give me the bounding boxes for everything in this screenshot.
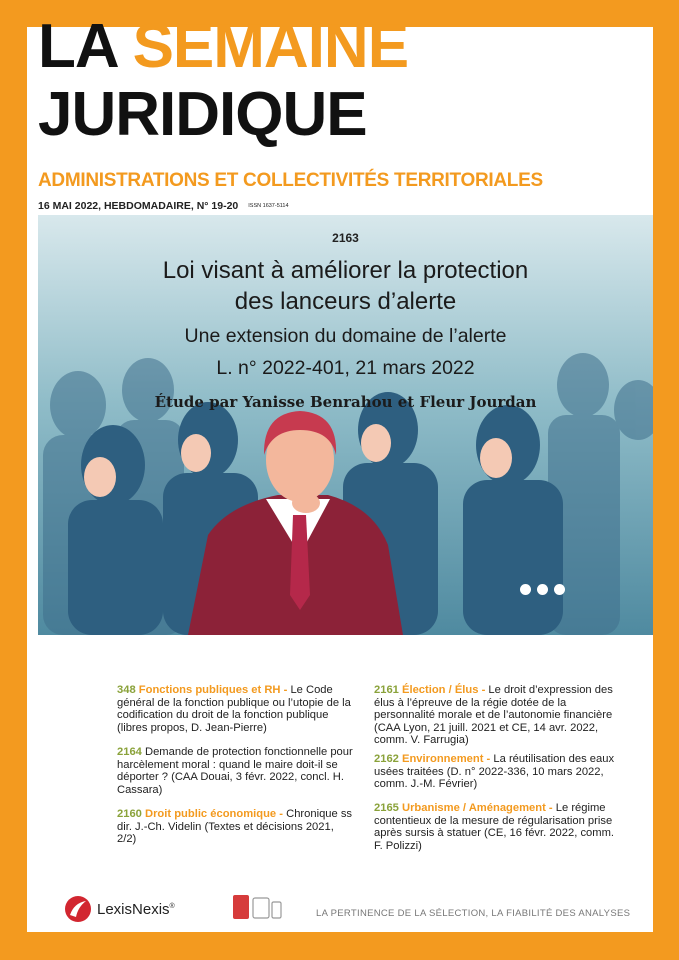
publisher-name: LexisNexis®: [97, 900, 175, 918]
masthead-line1: LA SEMAINE: [38, 12, 409, 81]
toc-item: 2160 Droit public économique - Chronique ss dir. J.-Ch. Videlin (Textes et décisions 2021, 2/2): [117, 808, 353, 846]
toc-item: 2162 Environnement - La réutilisation des eaux usées traitées (D. n° 2022-336, 10 mars 2022, comm. J.-M. Février): [374, 753, 615, 791]
article-law-reference: L. n° 2022-401, 21 mars 2022: [216, 357, 475, 379]
masthead-line2: JURIDIQUE: [38, 80, 367, 149]
toc-item: 2165 Urbanisme / Aménagement - Le régime contentieux de la mesure de régularisation prise après sursis à statuer (CE, 16 févr. 2022, comm. F. Polizzi): [374, 802, 615, 852]
masthead-accent: SEMAINE: [132, 12, 409, 81]
edition-subtitle: ADMINISTRATIONS ET COLLECTIVITÉS TERRITORIALES: [38, 170, 543, 191]
devices-icon: [252, 897, 282, 919]
article-number: 2163: [332, 231, 359, 245]
masthead: [38, 12, 409, 149]
article-authors: Étude par Yanisse Benrahou et Fleur Jourdan: [154, 393, 537, 411]
toc-item: 2161 Élection / Élus - Le droit d’expression des élus à l’épreuve de la régie dotée de la personnalité morale et de l’autonomie financière (CAA Lyon, 21 juill. 2021 et CE, 14 avr. 2022, comm. V. Farrugia): [374, 684, 613, 747]
issn: ISSN 1637-5114: [248, 203, 289, 210]
cover-illustration: [38, 215, 653, 635]
kiosque-icon: [233, 895, 249, 919]
issue-line: 16 MAI 2022, HEBDOMADAIRE, N° 19-20 ISSN 1637-5114: [38, 200, 289, 212]
toc-item: 2164 Demande de protection fonctionnelle pour harcèlement moral : quand le maire doit-il se déporter ? (CAA Douai, 3 févr. 2022, concl. H. Cassara): [117, 746, 353, 796]
toc-item: 348 Fonctions publiques et RH - Le Code général de la fonction publique ou l’utopie de la codification du droit de la fonction publique (libres propos, D. Jean-Pierre): [117, 684, 351, 734]
tagline: LA PERTINENCE DE LA SÉLECTION, LA FIABILITÉ DES ANALYSES: [316, 908, 631, 919]
lexisnexis-logo: [64, 895, 175, 923]
article-title: Loi visant à améliorer la protection des lanceurs d’alerte: [162, 257, 529, 316]
article-subtitle: Une extension du domaine de l’alerte: [184, 325, 507, 347]
lexisnexis-icon: [64, 895, 92, 923]
more-dots-icon: [520, 582, 571, 600]
